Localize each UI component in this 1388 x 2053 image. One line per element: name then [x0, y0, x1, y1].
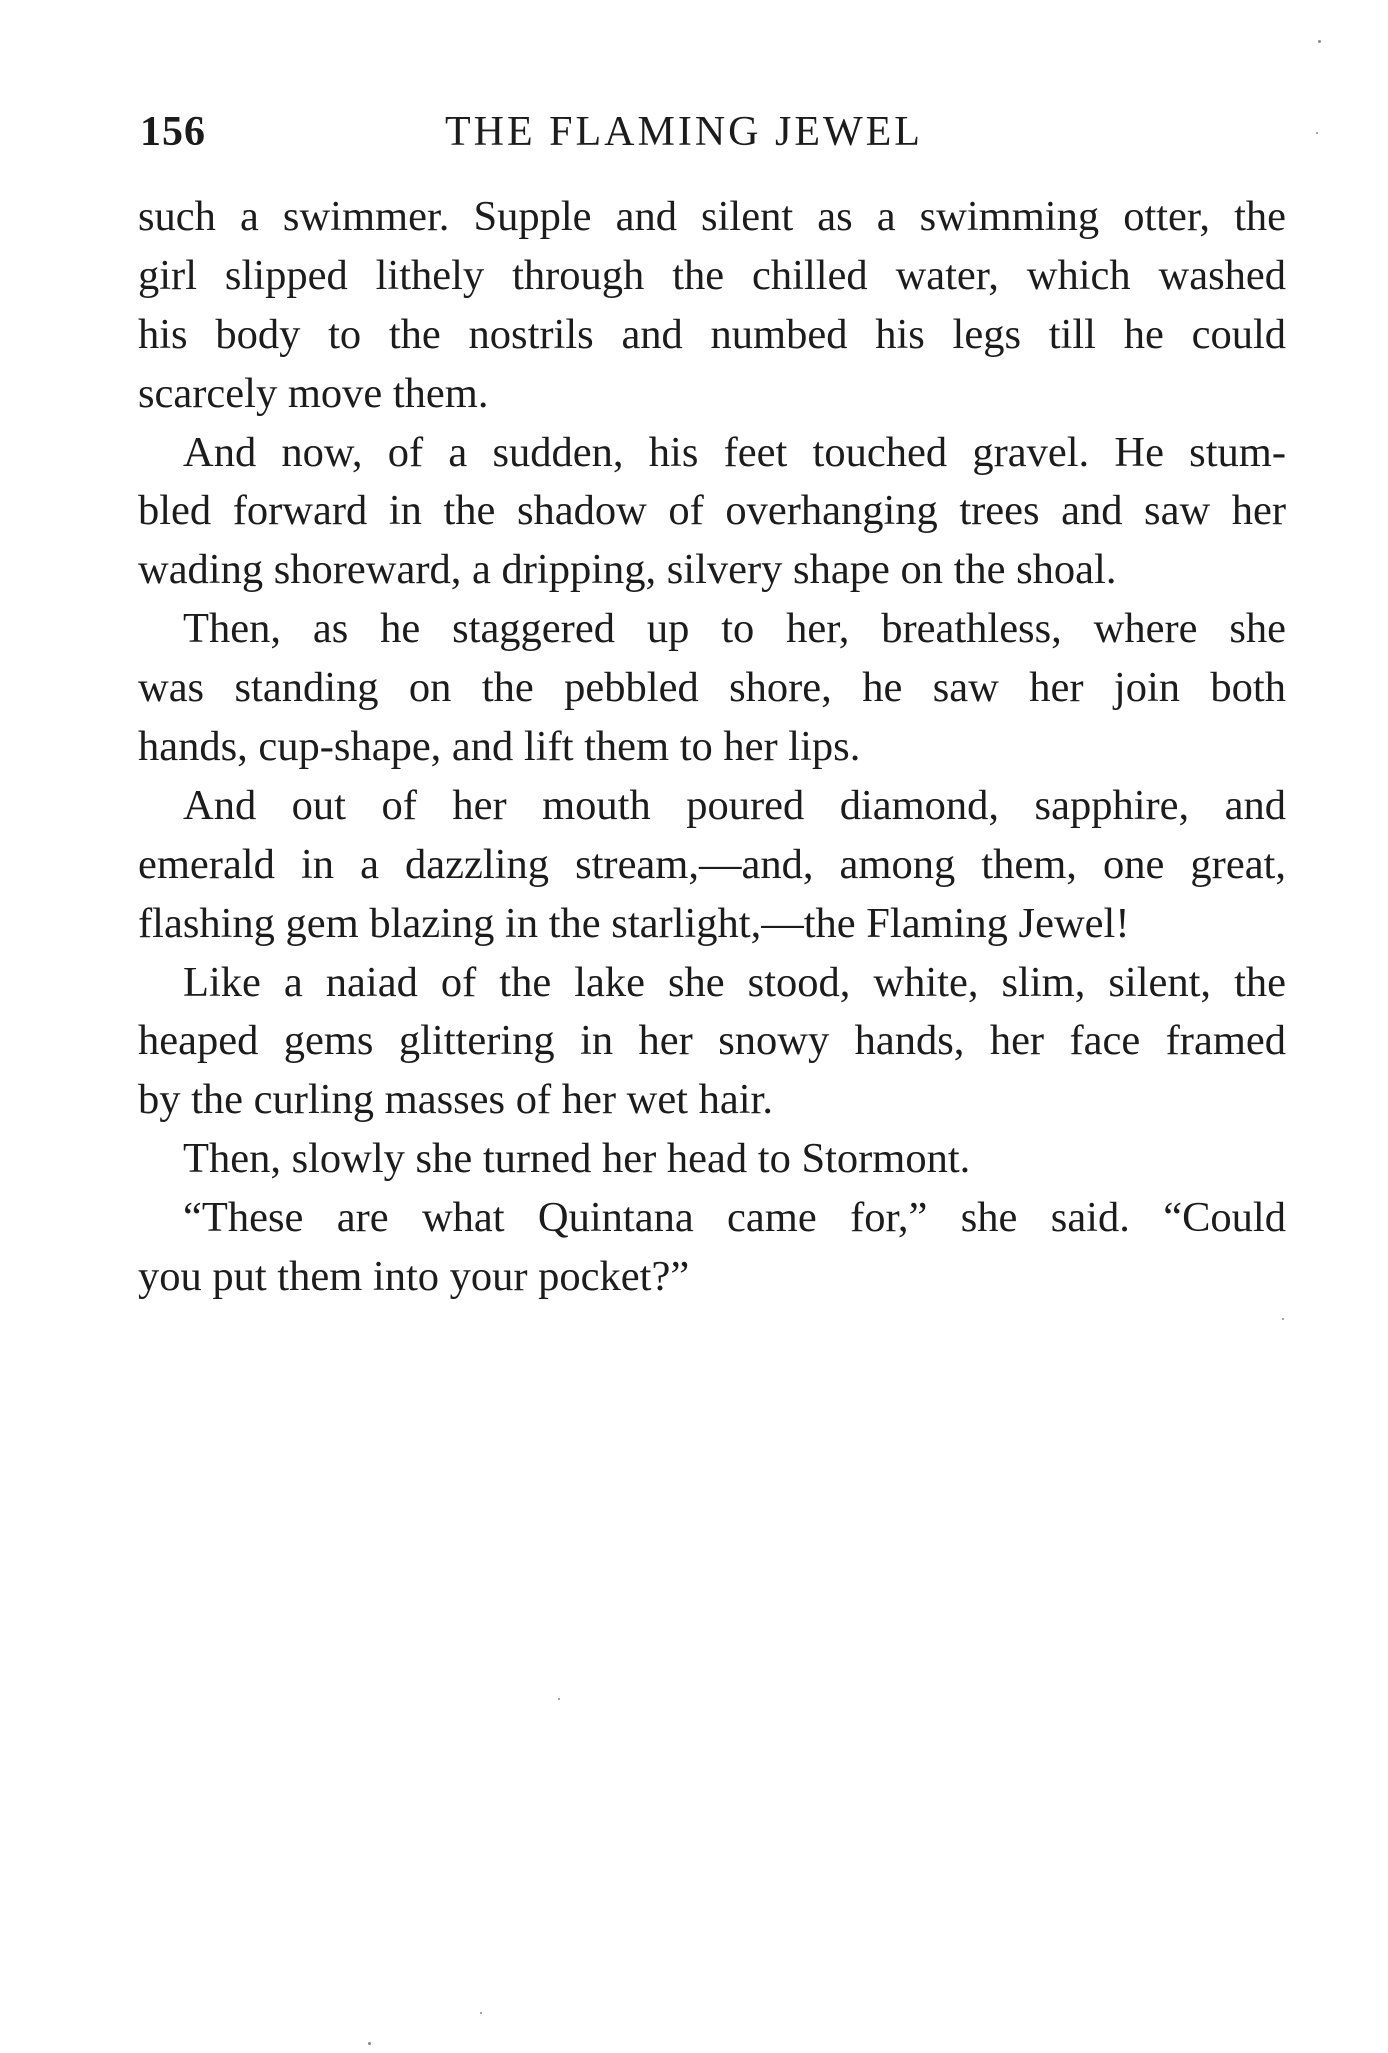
text-line: heaped gems glittering in her snowy hands, her face framed — [138, 1017, 1286, 1065]
text-line: his body to the nostrils and numbed his legs till he could — [138, 310, 1286, 358]
text-line: Like a naiad of the lake she stood, white, slim, silent, the — [183, 958, 1286, 1006]
text-line: was standing on the pebbled shore, he saw her join both — [138, 664, 1286, 712]
text-line: “These are what Quintana came for,” she said. “Could — [183, 1194, 1286, 1242]
text-line: Then, as he staggered up to her, breathless, where she — [183, 605, 1286, 653]
scan-speck — [1282, 1318, 1284, 1320]
scan-speck — [1316, 132, 1318, 134]
running-title: THE FLAMING JEWEL — [445, 109, 923, 155]
text-line: scarcely move them. — [138, 369, 489, 417]
text-line: girl slipped lithely through the chilled water, which washed — [138, 251, 1286, 299]
text-line: you put them into your pocket?” — [138, 1253, 690, 1301]
text-line: And out of her mouth poured diamond, sapphire, and — [183, 781, 1286, 829]
scan-speck — [558, 1698, 560, 1700]
page-number: 156 — [140, 109, 206, 155]
text-line: emerald in a dazzling stream,—and, among them, one great, — [138, 840, 1286, 888]
text-line: hands, cup-shape, and lift them to her lips. — [138, 723, 861, 771]
scan-speck — [480, 2012, 482, 2014]
scan-speck — [1318, 40, 1321, 43]
text-line: wading shoreward, a dripping, silvery shape on the shoal. — [138, 546, 1117, 594]
text-line: And now, of a sudden, his feet touched gravel. He stum- — [183, 428, 1286, 476]
text-line: flashing gem blazing in the starlight,—the Flaming Jewel! — [138, 899, 1130, 947]
body-text — [138, 188, 1286, 1307]
text-line: such a swimmer. Supple and silent as a swimming otter, the — [138, 193, 1286, 240]
page-header — [140, 108, 1280, 168]
text-line: by the curling masses of her wet hair. — [138, 1076, 773, 1124]
text-line: bled forward in the shadow of overhanging trees and saw her — [138, 487, 1286, 535]
scan-speck — [368, 2042, 371, 2045]
text-line: Then, slowly she turned her head to Stormont. — [183, 1135, 971, 1183]
